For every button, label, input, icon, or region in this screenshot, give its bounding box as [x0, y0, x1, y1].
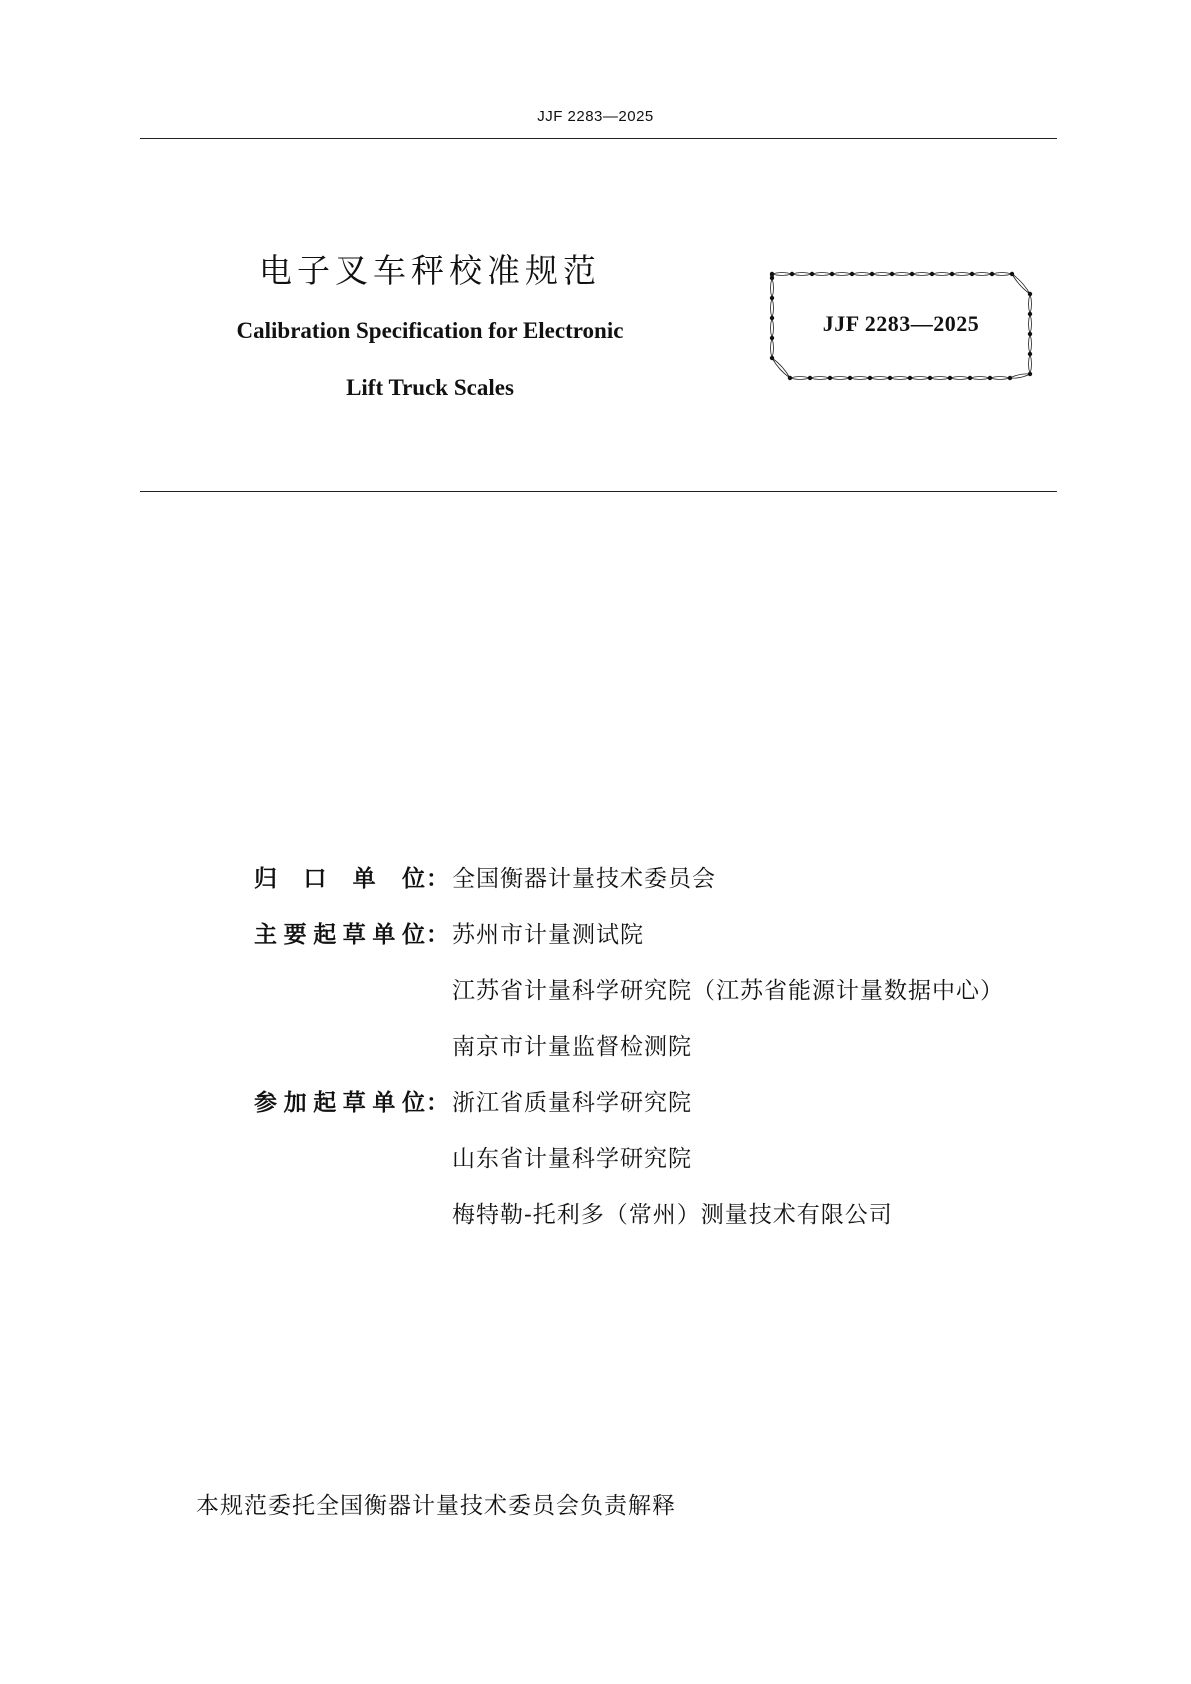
- title-english-line-1: Calibration Specification for Electronic: [236, 318, 624, 343]
- section-rule: [140, 491, 1057, 492]
- org-value-main-drafting-1: 苏州市计量测试院: [452, 922, 644, 948]
- org-value-participating-1: 浙江省质量科学研究院: [452, 1090, 692, 1116]
- header-rule: [140, 138, 1057, 139]
- org-value-main-drafting-3: 南京市计量监督检测院: [452, 1034, 692, 1060]
- org-colon: ：: [426, 1090, 449, 1116]
- footer-note: 本规范委托全国衡器计量技术委员会负责解释: [196, 1493, 676, 1519]
- org-value-main-drafting-2: 江苏省计量科学研究院（江苏省能源计量数据中心）: [452, 978, 1004, 1004]
- title-english-line-2: Lift Truck Scales: [346, 375, 514, 400]
- org-value-participating-3: 梅特勒-托利多（常州）测量技术有限公司: [452, 1202, 893, 1228]
- page-header-code: JJF 2283—2025: [537, 108, 654, 125]
- standard-code-box: [766, 268, 1036, 384]
- org-label-responsible: 归口单位: [254, 866, 426, 892]
- standard-code-text: JJF 2283—2025: [822, 311, 980, 336]
- title-chinese: 电子叉车秤校准规范: [259, 251, 601, 290]
- org-colon: ：: [426, 866, 449, 892]
- org-colon: ：: [426, 922, 449, 948]
- org-label-participating: 参加起草单位: [254, 1090, 426, 1116]
- org-value-participating-2: 山东省计量科学研究院: [452, 1146, 692, 1172]
- org-label-main-drafting: 主要起草单位: [254, 922, 426, 948]
- org-value-responsible: 全国衡器计量技术委员会: [452, 866, 716, 892]
